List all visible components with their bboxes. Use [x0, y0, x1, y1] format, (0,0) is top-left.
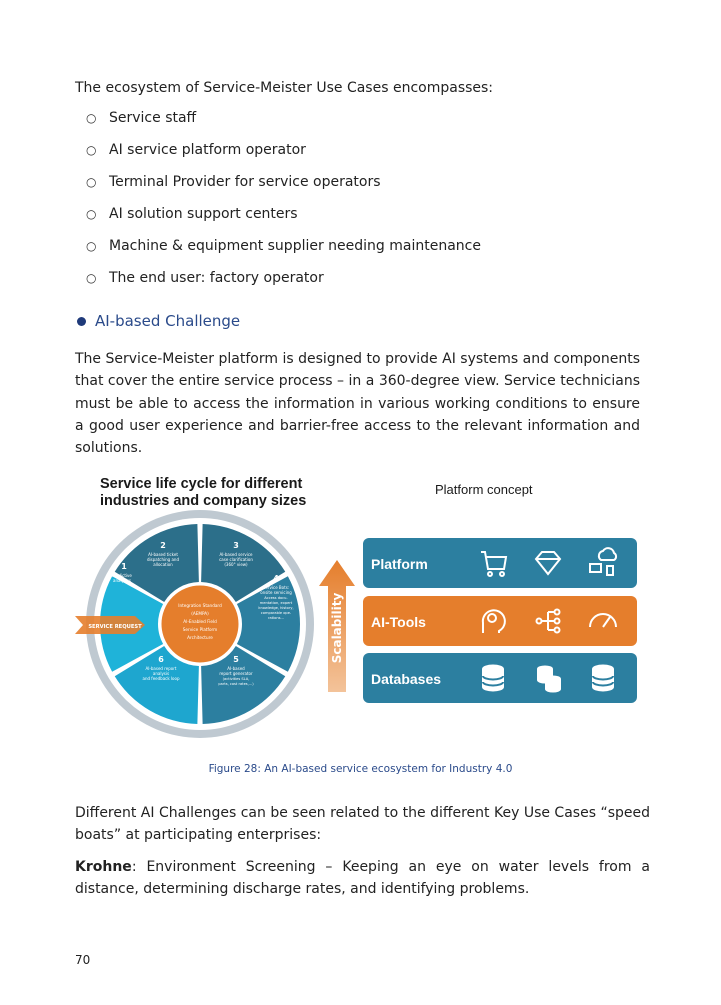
figure-caption: Figure 28: An AI-based service ecosystem for Industry 4.0	[208, 763, 513, 775]
section-heading	[77, 312, 240, 330]
svg-text:knowledge, history,: knowledge, history,	[258, 606, 294, 610]
svg-text:and feedback loop: and feedback loop	[142, 676, 180, 681]
svg-text:mentation, expert: mentation, expert	[259, 601, 293, 605]
segment-4-number: 4	[273, 574, 279, 583]
bullet-circle-icon: ○	[86, 271, 97, 285]
svg-text:Access docu-: Access docu-	[264, 596, 288, 600]
svg-text:AI-Enabled Field: AI-Enabled Field	[183, 619, 217, 624]
svg-text:parts, cost rates,...): parts, cost rates,...)	[218, 682, 254, 686]
list-item: ○ AI service platform operator	[86, 140, 481, 172]
svg-text:Service Bots:: Service Bots:	[262, 585, 290, 590]
svg-text:analysis: analysis	[152, 671, 170, 676]
svg-text:case clarification: case clarification	[219, 557, 253, 562]
scalability-label: Scalability	[330, 592, 344, 664]
svg-text:Service Platform: Service Platform	[182, 627, 218, 632]
svg-text:(activities SLA,: (activities SLA,	[222, 677, 250, 681]
list-item: ○ Terminal Provider for service operators	[86, 172, 481, 204]
layer-row-label: AI-Tools	[371, 614, 426, 630]
platform-concept-title: Platform concept	[435, 482, 533, 497]
paragraph-krohne: Krohne: Environment Screening – Keeping an eye on water levels from a distance, determining discharge rates, and identifying problems.	[75, 859, 650, 898]
wheel-center	[160, 584, 240, 664]
layer-row-label: Platform	[371, 556, 428, 572]
bullet-circle-icon: ○	[86, 143, 97, 157]
bullet-circle-icon: ○	[86, 207, 97, 221]
database-icon	[483, 666, 503, 691]
service-request-label: SERVICE REQUEST	[88, 624, 142, 630]
svg-text:Integration Standard: Integration Standard	[178, 603, 222, 608]
svg-text:AI-based: AI-based	[227, 666, 245, 671]
svg-text:onsite servicing: onsite servicing	[260, 590, 292, 595]
ecosystem-figure	[73, 466, 641, 742]
bullet-circle-icon: ○	[86, 175, 97, 189]
bullet-dot-icon	[77, 317, 86, 326]
segment-5-number: 5	[233, 655, 239, 664]
paragraph-challenges: Different AI Challenges can be seen related to the different Key Use Cases “speed boats” at participating enterprises:	[75, 805, 650, 844]
paragraph-platform: The Service-Meister platform is designed to provide AI systems and components that cover the entire service process – in a 360-degree view. Service technicians must be able to access the information in various working conditions to ensure a good user experience and barrier-free access to the relevant information and solutions.	[75, 351, 640, 457]
layer-rows	[363, 538, 637, 703]
list-item: ○ The end user: factory operator	[86, 268, 481, 300]
intro-text: The ecosystem of Service-Meister Use Cases encompasses:	[75, 80, 494, 96]
lifecycle-title-line2: industries and company sizes	[100, 493, 307, 509]
list-item: ○ Machine & equipment supplier needing maintenance	[86, 236, 481, 268]
segment-3-number: 3	[233, 541, 239, 550]
bullet-circle-icon: ○	[86, 111, 97, 125]
section-title: AI-based Challenge	[95, 312, 241, 330]
lifecycle-title-line1: Service life cycle for different	[100, 476, 303, 492]
svg-text:allocation: allocation	[153, 562, 173, 567]
svg-text:analytics: analytics	[113, 578, 131, 583]
svg-text:Architecture: Architecture	[187, 635, 213, 640]
svg-text:comparable ope-: comparable ope-	[260, 611, 292, 615]
segment-1-number: 1	[121, 562, 127, 571]
segment-2-number: 2	[160, 541, 166, 550]
svg-text:rations...: rations...	[268, 616, 284, 620]
page-number: 70	[75, 953, 91, 967]
svg-text:AI-based report: AI-based report	[145, 666, 177, 671]
svg-text:AI-based ticket: AI-based ticket	[148, 552, 178, 557]
database-icon	[593, 666, 613, 691]
bullet-circle-icon: ○	[86, 239, 97, 253]
list-item: ○ Service staff	[86, 108, 481, 140]
ecosystem-list	[86, 108, 481, 300]
svg-text:dispatching and: dispatching and	[146, 557, 180, 562]
segment-6-number: 6	[158, 655, 164, 664]
svg-text:AI-based service: AI-based service	[219, 552, 253, 557]
svg-text:Predictive: Predictive	[112, 573, 132, 578]
svg-text:(AEMPA): (AEMPA)	[191, 611, 209, 616]
list-item: ○ AI solution support centers	[86, 204, 481, 236]
svg-text:report generator: report generator	[219, 671, 253, 676]
krohne-bold: Krohne	[75, 859, 132, 875]
svg-text:(360° view): (360° view)	[224, 562, 248, 567]
layer-row-label: Databases	[371, 671, 442, 687]
